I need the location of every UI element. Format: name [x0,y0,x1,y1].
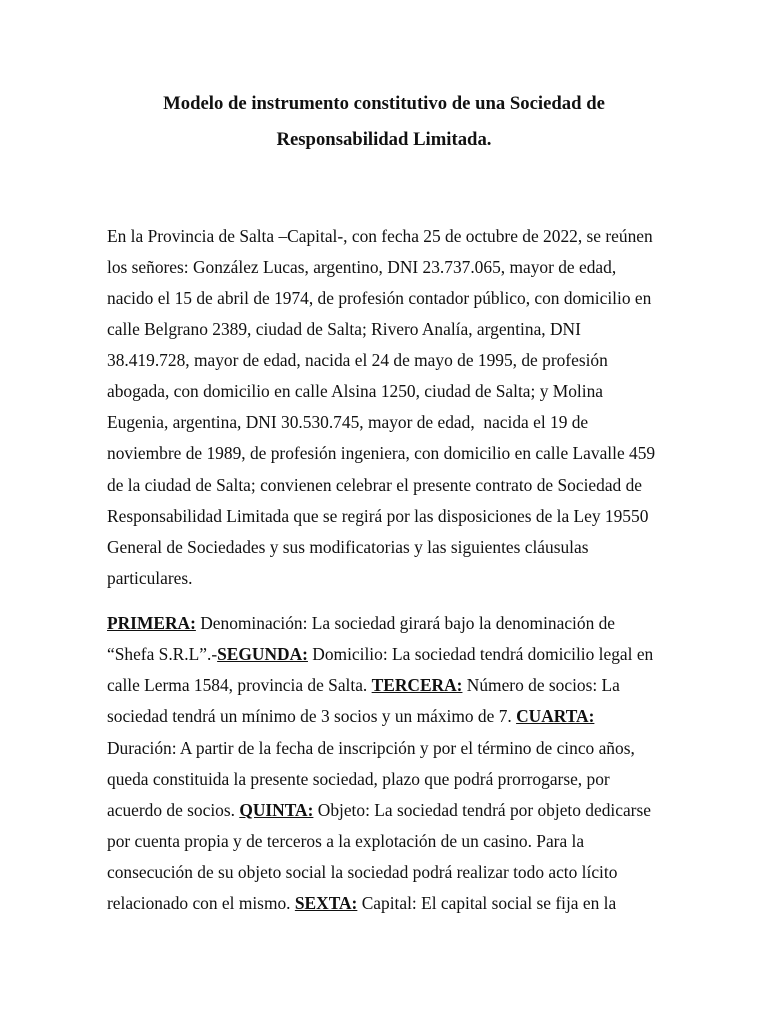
text-line: 38.419.728, mayor de edad, nacida el 24 de mayo de 1995, de profesión [107,350,608,370]
text-line [107,645,653,663]
clause-heading-primera: PRIMERA: [107,613,196,633]
clause-text: relacionado con el mismo. [107,893,295,913]
clause-text: Capital: El capital social se fija en la [357,893,617,913]
text-line: noviembre de 1989, de profesión ingeniera, con domicilio en calle Lavalle 459 [107,443,656,463]
text-line: consecución de su objeto social la sociedad podrá realizar todo acto lícito [107,862,618,882]
text-line: General de Sociedades y sus modificatorias y las siguientes cláusulas [107,537,589,557]
text-line: Duración: A partir de la fecha de inscripción y por el término de cinco años, [107,738,635,758]
clause-text: Denominación: La sociedad girará bajo la denominación de [195,613,616,633]
clause-text: sociedad tendrá un mínimo de 3 socios y un máximo de 7. [107,706,517,726]
text-line: los señores: González Lucas, argentino, DNI 23.737.065, mayor de edad, [107,257,617,277]
text-line: En la Provincia de Salta –Capital-, con fecha 25 de octubre de 2022, se reúnen [107,226,653,246]
clause-text: Domicilio: La sociedad tendrá domicilio legal en [307,644,654,664]
text-line: por cuenta propia y de terceros a la explotación de un casino. Para la [107,831,585,851]
clause-heading-segunda: SEGUNDA: [217,644,308,664]
clause-text: Objeto: La sociedad tendrá por objeto dedicarse [313,800,651,820]
clause-text: “Shefa S.R.L”.- [107,644,218,664]
clause-heading-sexta: SEXTA: [294,893,358,913]
clause-text: calle Lerma 1584, provincia de Salta. [107,675,372,695]
clause-heading-cuarta: CUARTA: [516,706,595,726]
clause-heading-tercera: TERCERA: [371,675,463,695]
text-line: Responsabilidad Limitada que se regirá por las disposiciones de la Ley 19550 [107,506,649,526]
text-line [107,894,616,912]
clause-heading-quinta: QUINTA: [239,800,314,820]
text-line [107,707,594,725]
text-line: particulares. [107,568,193,588]
clause-text: Número de socios: La [462,675,620,695]
text-line: abogada, con domicilio en calle Alsina 1250, ciudad de Salta; y Molina [107,381,603,401]
document-title-line-2: Responsabilidad Limitada. [276,129,492,150]
document-title-line-1: Modelo de instrumento constitutivo de una Sociedad de [163,93,605,114]
text-line: nacido el 15 de abril de 1974, de profesión contador público, con domicilio en [107,288,652,308]
text-line [107,801,651,819]
text-line [107,614,615,632]
text-line: queda constituida la presente sociedad, plazo que podrá prorrogarse, por [107,769,610,789]
text-line: de la ciudad de Salta; convienen celebrar el presente contrato de Sociedad de [107,475,642,495]
text-line [107,676,620,694]
clause-text: acuerdo de socios. [107,800,240,820]
text-line: Eugenia, argentina, DNI 30.530.745, mayor de edad, nacida el 19 de [107,412,589,432]
text-line: calle Belgrano 2389, ciudad de Salta; Rivero Analía, argentina, DNI [107,319,581,339]
